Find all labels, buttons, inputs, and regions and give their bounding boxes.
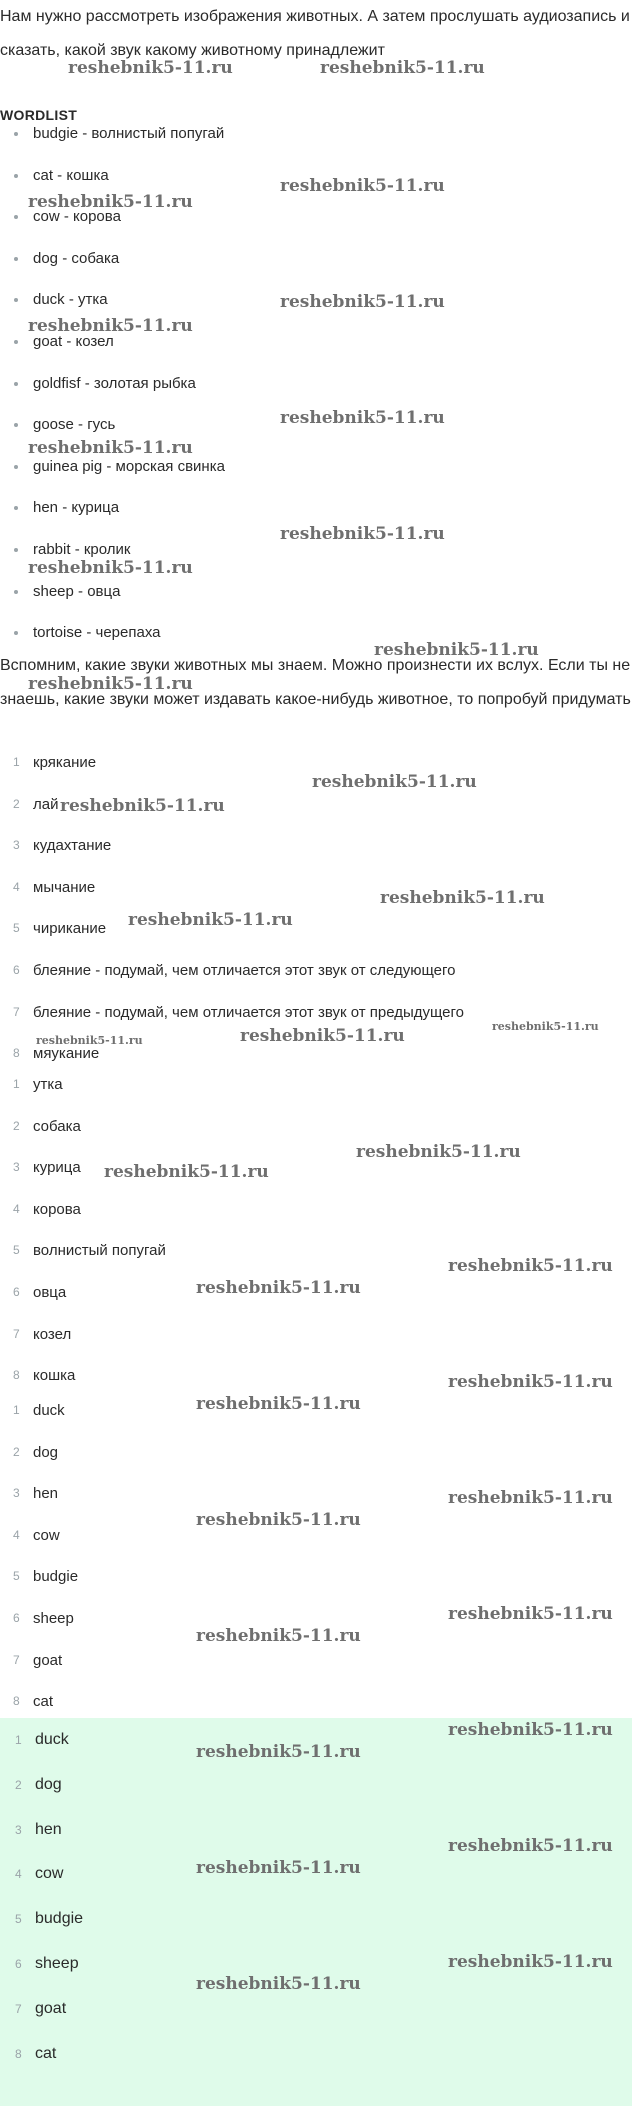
item-text: hen xyxy=(35,1820,62,1838)
item-text: мяукание xyxy=(33,1045,100,1063)
item-number: 6 xyxy=(13,1284,20,1299)
item-number: 1 xyxy=(13,1403,20,1417)
watermark: reshebnik5-11.ru xyxy=(28,558,193,578)
list-item xyxy=(0,1106,632,1148)
item-number: 3 xyxy=(13,1160,20,1175)
list-item: budgie - волнистый попугай xyxy=(0,113,632,155)
item-text: крякание xyxy=(33,754,97,771)
item-number: 7 xyxy=(13,1004,20,1019)
item-number: 6 xyxy=(13,1610,20,1625)
item-number: 5 xyxy=(13,1243,20,1258)
watermark: reshebnik5-11.ru xyxy=(448,1952,613,1972)
watermark: reshebnik5-11.ru xyxy=(28,438,193,458)
watermark: reshebnik5-11.ru xyxy=(312,772,477,792)
item-number: 3 xyxy=(13,1486,20,1501)
animals-list xyxy=(0,1064,632,1397)
item-number: 4 xyxy=(13,879,20,894)
item-number: 4 xyxy=(13,1201,20,1216)
list-item xyxy=(0,1432,632,1474)
item-text: чирикание xyxy=(33,920,107,938)
watermark: reshebnik5-11.ru xyxy=(448,1720,613,1740)
list-item xyxy=(0,1314,632,1356)
list-item xyxy=(0,1897,632,1942)
list-item: rabbit - кролик xyxy=(0,529,632,571)
answers-list xyxy=(0,1718,632,2076)
watermark: reshebnik5-11.ru xyxy=(280,408,445,428)
item-text: овца xyxy=(33,1283,67,1301)
list-item xyxy=(0,1681,632,1723)
watermark: reshebnik5-11.ru xyxy=(448,1372,613,1392)
item-text: duck xyxy=(35,1731,69,1748)
item-number: 1 xyxy=(13,1077,20,1091)
item-number: 1 xyxy=(13,755,20,769)
list-item xyxy=(0,825,632,867)
item-text: кудахтание xyxy=(33,837,112,855)
item-text: budgie xyxy=(33,1568,79,1586)
list-item xyxy=(0,950,632,992)
item-text: duck xyxy=(33,1402,65,1419)
watermark: reshebnik5-11.ru xyxy=(280,292,445,312)
list-item xyxy=(0,1763,632,1808)
list-item: goose - гусь xyxy=(0,404,632,446)
wordlist-heading: WORDLIST xyxy=(0,107,78,123)
list-item: cat - кошка xyxy=(0,155,632,197)
item-number: 2 xyxy=(13,1444,20,1459)
watermark: reshebnik5-11.ru xyxy=(280,524,445,544)
item-number: 2 xyxy=(15,1777,22,1792)
watermark: reshebnik5-11.ru xyxy=(196,1394,361,1414)
item-number: 8 xyxy=(13,1368,20,1383)
watermark: reshebnik5-11.ru xyxy=(492,1020,599,1033)
item-text: утка xyxy=(33,1076,63,1093)
item-number: 3 xyxy=(13,838,20,853)
item-text: cow xyxy=(33,1526,60,1544)
watermark: reshebnik5-11.ru xyxy=(196,1858,361,1878)
watermark: reshebnik5-11.ru xyxy=(104,1162,269,1182)
list-item: dog - собака xyxy=(0,238,632,280)
item-number: 7 xyxy=(13,1326,20,1341)
item-number: 8 xyxy=(13,1694,20,1709)
watermark: reshebnik5-11.ru xyxy=(28,674,193,694)
item-text: мычание xyxy=(33,878,96,896)
list-item xyxy=(0,1064,632,1106)
watermark: reshebnik5-11.ru xyxy=(196,1278,361,1298)
item-number: 2 xyxy=(13,796,20,811)
watermark: reshebnik5-11.ru xyxy=(28,192,193,212)
item-text: кошка xyxy=(33,1367,76,1385)
item-text: блеяние - подумай, чем отличается этот звук от предыдущего xyxy=(33,1003,465,1021)
item-text: cat xyxy=(35,2044,57,2062)
item-text: sheep xyxy=(35,1954,79,1972)
item-text: волнистый попугай xyxy=(33,1242,166,1260)
item-number: 8 xyxy=(13,1046,20,1061)
list-item: duck - утка xyxy=(0,279,632,321)
watermark: reshebnik5-11.ru xyxy=(60,796,225,816)
item-text: собака xyxy=(33,1117,81,1135)
answer-panel xyxy=(0,1718,632,2106)
item-text: dog xyxy=(33,1443,59,1461)
item-number: 4 xyxy=(13,1527,20,1542)
watermark: reshebnik5-11.ru xyxy=(280,176,445,196)
item-number: 5 xyxy=(13,921,20,936)
item-text: cat xyxy=(33,1693,54,1711)
list-item xyxy=(0,1189,632,1231)
watermark: reshebnik5-11.ru xyxy=(448,1488,613,1508)
watermark: reshebnik5-11.ru xyxy=(448,1604,613,1624)
item-text: cow xyxy=(35,1865,64,1883)
item-text: козел xyxy=(33,1325,72,1343)
item-text: goat xyxy=(35,1999,67,2017)
list-item xyxy=(0,908,632,950)
watermark: reshebnik5-11.ru xyxy=(320,58,485,78)
list-item xyxy=(0,1147,632,1189)
item-text: корова xyxy=(33,1200,81,1218)
list-item: guinea pig - морская свинка xyxy=(0,446,632,488)
list-item: cow - корова xyxy=(0,196,632,238)
item-text: budgie xyxy=(35,1910,84,1928)
item-number: 7 xyxy=(13,1652,20,1667)
watermark: reshebnik5-11.ru xyxy=(196,1974,361,1994)
intro-text: Нам нужно рассмотреть изображения животных. А затем прослушать аудиозапись и сказать, какой звук какому животному принадлежит xyxy=(0,8,630,59)
item-text: dog xyxy=(35,1775,62,1793)
watermark: reshebnik5-11.ru xyxy=(196,1510,361,1530)
watermark: reshebnik5-11.ru xyxy=(68,58,233,78)
item-number: 6 xyxy=(13,962,20,977)
list-item: goat - козел xyxy=(0,321,632,363)
item-number: 8 xyxy=(15,2046,22,2061)
item-text: sheep xyxy=(33,1609,74,1627)
watermark: reshebnik5-11.ru xyxy=(240,1026,405,1046)
list-item xyxy=(0,1556,632,1598)
watermark: reshebnik5-11.ru xyxy=(28,316,193,336)
list-item: tortoise - черепаха xyxy=(0,612,632,654)
item-number: 3 xyxy=(15,1822,22,1837)
item-number: 6 xyxy=(15,1956,22,1971)
watermark: reshebnik5-11.ru xyxy=(128,910,293,930)
item-number: 4 xyxy=(15,1867,22,1882)
item-number: 5 xyxy=(13,1569,20,1584)
words-list xyxy=(0,1390,632,1723)
item-number: 5 xyxy=(15,1912,22,1927)
item-number: 1 xyxy=(15,1733,22,1747)
item-text: курица xyxy=(33,1159,81,1177)
watermark: reshebnik5-11.ru xyxy=(36,1034,143,1047)
watermark: reshebnik5-11.ru xyxy=(448,1256,613,1276)
item-text: goat xyxy=(33,1651,63,1669)
item-number: 2 xyxy=(13,1118,20,1133)
watermark: reshebnik5-11.ru xyxy=(196,1626,361,1646)
watermark: reshebnik5-11.ru xyxy=(356,1142,521,1162)
watermark: reshebnik5-11.ru xyxy=(448,1836,613,1856)
item-number: 7 xyxy=(15,2001,22,2016)
instructions-text: Вспомним, какие звуки животных мы знаем. Можно произнести их вслух. Если ты не знаешь, какие звуки может издавать какое-нибудь животное, то попробуй придумать xyxy=(0,657,631,708)
list-item: goldfisf - золотая рыбка xyxy=(0,363,632,405)
list-item: hen - курица xyxy=(0,487,632,529)
watermark: reshebnik5-11.ru xyxy=(196,1742,361,1762)
item-text: блеяние - подумай, чем отличается этот звук от следующего xyxy=(33,961,456,979)
watermark: reshebnik5-11.ru xyxy=(380,888,545,908)
list-item: sheep - овца xyxy=(0,571,632,613)
list-item xyxy=(0,2032,632,2077)
item-text: hen xyxy=(33,1485,59,1503)
watermark: reshebnik5-11.ru xyxy=(374,640,539,660)
item-text: лай xyxy=(33,795,59,813)
